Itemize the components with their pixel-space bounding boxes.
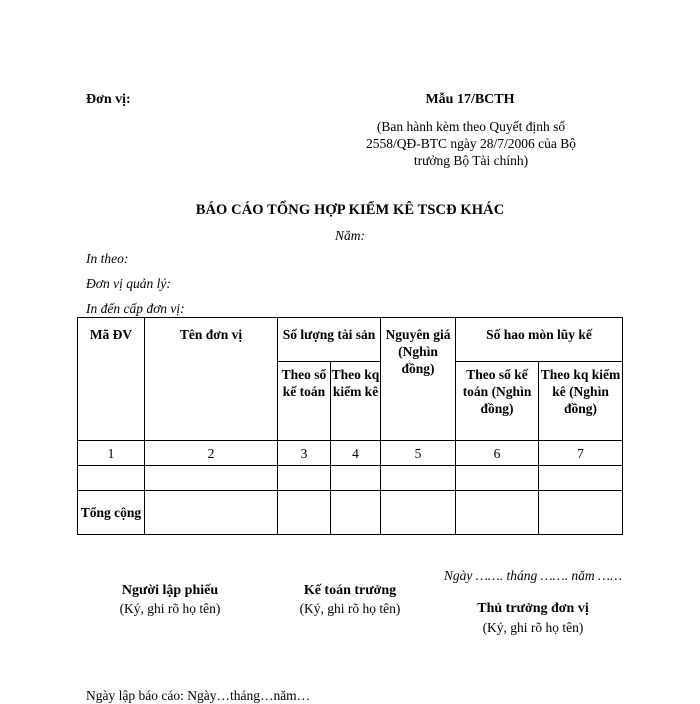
table-cell xyxy=(278,466,331,491)
form-decision-note: (Ban hành kèm theo Quyết định số 2558/QĐ-BTC ngày 28/7/2006 của Bộ trưởng Bộ Tài chính) xyxy=(366,119,576,168)
table-cell xyxy=(78,466,145,491)
column-number: 6 xyxy=(456,441,539,466)
column-number: 3 xyxy=(278,441,331,466)
column-number: 5 xyxy=(381,441,456,466)
table-cell xyxy=(381,491,456,535)
header-qty-check: Theo kq kiểm kê xyxy=(331,362,381,441)
header-dep-book: Theo sổ kế toán (Nghìn đồng) xyxy=(456,362,539,441)
table-cell xyxy=(278,491,331,535)
table-cell xyxy=(331,491,381,535)
unit-label: Đơn vị: xyxy=(86,92,131,107)
header-original-price: Nguyên giá (Nghìn đồng) xyxy=(381,318,456,441)
preparer-title: Người lập phiếu xyxy=(121,583,219,598)
table-cell xyxy=(539,491,623,535)
report-date-note: Ngày lập báo cáo: Ngày…tháng…năm… xyxy=(86,688,311,703)
table-row xyxy=(78,466,623,491)
table-cell xyxy=(456,466,539,491)
table-cell xyxy=(539,466,623,491)
column-number: 7 xyxy=(539,441,623,466)
report-table xyxy=(77,317,623,535)
table-cell xyxy=(456,491,539,535)
header-qty-book: Theo sổ kế toán xyxy=(278,362,331,441)
header-unit-name: Tên đơn vị xyxy=(145,318,278,441)
preparer-signature-note: (Ký, ghi rõ họ tên) xyxy=(119,601,221,616)
column-number: 2 xyxy=(145,441,278,466)
table-cell xyxy=(145,491,278,535)
print-by-label: In theo: xyxy=(86,251,129,266)
chief-accountant-signature-note: (Ký, ghi rõ họ tên) xyxy=(299,601,401,616)
table-cell xyxy=(381,466,456,491)
table-cell xyxy=(145,466,278,491)
header-depreciation: Số hao mòn lũy kế xyxy=(456,318,623,362)
header-quantity: Số lượng tài sản xyxy=(278,318,381,362)
print-to-level-label: In đến cấp đơn vị: xyxy=(86,301,185,316)
report-title: BÁO CÁO TỔNG HỢP KIỂM KÊ TSCĐ KHÁC xyxy=(195,202,505,218)
signature-date-line: Ngày ……. tháng ……. năm …… xyxy=(443,568,623,583)
total-label: Tổng cộng xyxy=(78,491,145,535)
header-unit-code: Mã ĐV xyxy=(78,318,145,441)
total-row xyxy=(78,491,623,535)
table-cell xyxy=(331,466,381,491)
column-number: 4 xyxy=(331,441,381,466)
year-label: Năm: xyxy=(335,228,365,243)
head-of-unit-title: Thủ trưởng đơn vị xyxy=(477,601,589,616)
head-of-unit-signature-note: (Ký, ghi rõ họ tên) xyxy=(482,620,584,635)
header-dep-check: Theo kq kiểm kê (Nghìn đồng) xyxy=(539,362,623,441)
form-code: Mẫu 17/BCTH xyxy=(425,92,515,107)
chief-accountant-title: Kế toán trưởng xyxy=(303,583,397,598)
managing-unit-label: Đơn vị quản lý: xyxy=(86,276,171,291)
column-number: 1 xyxy=(78,441,145,466)
